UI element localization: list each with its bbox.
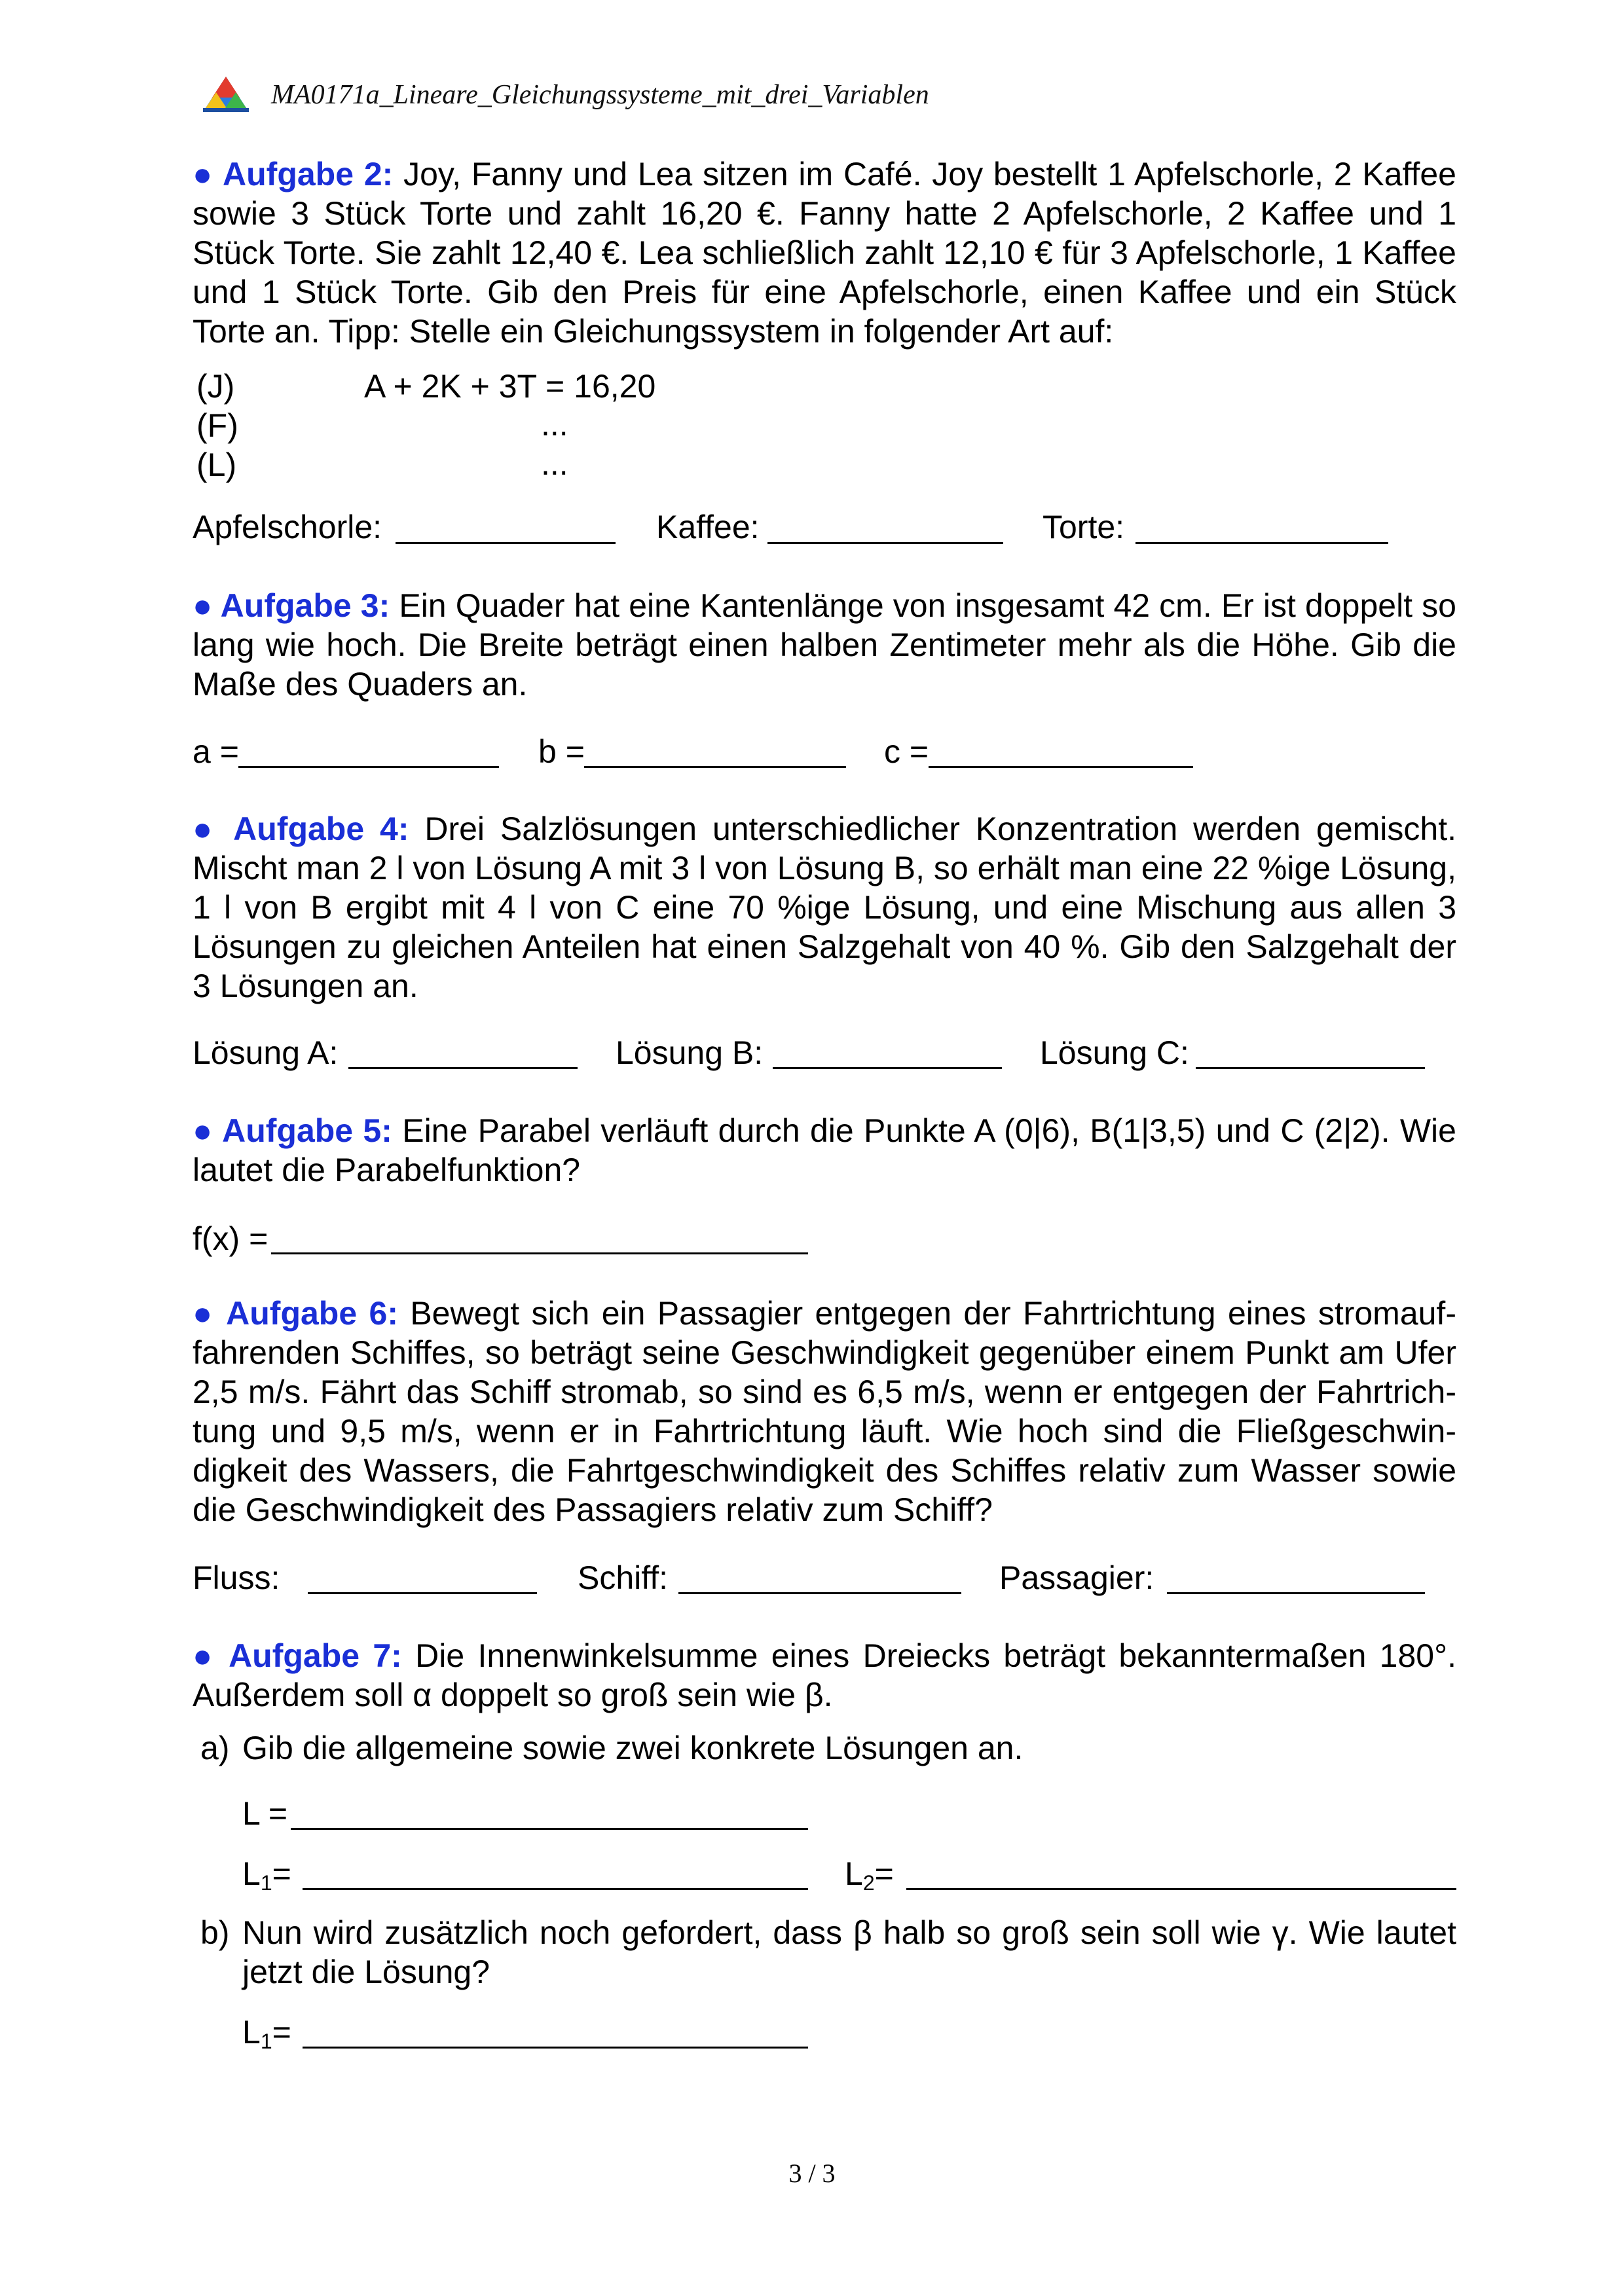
l1-b-subscript: 1 (260, 2030, 272, 2053)
page-number: 3 / 3 (788, 2159, 836, 2188)
l2-answer-line[interactable] (906, 1888, 1456, 1890)
header (200, 72, 929, 118)
schiff-label: Schiff: (578, 1559, 669, 1596)
l1-b-equals: = (272, 2014, 291, 2050)
aufgabe-6-text (193, 1294, 1456, 1529)
l1-answer-line[interactable] (303, 1888, 808, 1890)
aufgabe-4-label: ● Aufgabe 4: (193, 811, 409, 847)
l1-equals: = (272, 1855, 291, 1892)
part-a-label: a) (200, 1730, 230, 1766)
aufgabe-5-label: ● Aufgabe 5: (193, 1112, 392, 1149)
torte-label: Torte: (1043, 509, 1125, 545)
b-answer-line[interactable] (584, 766, 846, 768)
a-answer-line[interactable] (238, 766, 499, 768)
fluss-answer-line[interactable] (308, 1592, 537, 1594)
l1-base: L (242, 1855, 261, 1892)
loesung-b-answer-line[interactable] (773, 1067, 1002, 1069)
l-general-answer-line[interactable] (291, 1828, 808, 1830)
kaffee-answer-line[interactable] (767, 542, 1003, 544)
l1-label (242, 1854, 291, 1893)
aufgabe-7-body: Die Innenwinkelsumme eines Dreiecks beträgt bekanntermaßen 180°. Außerdem soll α doppelt so groß sein wie β. (193, 1637, 1456, 1713)
b-label: b = (538, 733, 585, 770)
equation-j-label: (J) (196, 368, 235, 405)
aufgabe-4-text (193, 809, 1456, 1006)
l2-subscript: 2 (862, 1871, 875, 1895)
fluss-label: Fluss: (193, 1559, 280, 1596)
loesung-c-label: Lösung C: (1040, 1034, 1189, 1071)
equation-l-label: (L) (196, 446, 237, 483)
c-answer-line[interactable] (929, 766, 1193, 768)
equation-j (196, 367, 234, 406)
equation-j-expression: A + 2K + 3T = 16,20 (364, 368, 656, 405)
l1-b-label (242, 2013, 291, 2052)
passagier-label: Passagier: (999, 1559, 1154, 1596)
a-label: a = (193, 733, 239, 770)
loesung-b-label: Lösung B: (616, 1034, 764, 1071)
equation-f-label: (F) (196, 407, 238, 444)
fx-label: f(x) = (193, 1220, 268, 1257)
apfelschorle-answer-line[interactable] (396, 542, 616, 544)
aufgabe-5-body: Eine Parabel verläuft durch die Punkte A (0|6), B(1|3,5) und C (2|2). Wie lautet die Parabelfunktion? (193, 1112, 1456, 1188)
apfelschorle-label: Apfelschorle: (193, 509, 382, 545)
aufgabe-3-body: Ein Quader hat eine Kantenlänge von insgesamt 42 cm. Er ist doppelt so lang wie hoch. Die Breite beträgt einen halben Zentimeter mehr als die Höhe. Gib die Maße des Quaders an. (193, 587, 1456, 702)
l1-subscript: 1 (260, 1871, 272, 1895)
colorful-pyramid-logo (200, 75, 251, 115)
equation-l-expression: ... (541, 445, 568, 482)
part-a-text: Gib die allgemeine sowie zwei konkrete Lösungen an. (242, 1730, 1024, 1766)
aufgabe-5-text (193, 1111, 1456, 1190)
aufgabe-7-label: ● Aufgabe 7: (193, 1637, 402, 1674)
fx-answer-line[interactable] (271, 1252, 808, 1254)
aufgabe-7-text (193, 1636, 1456, 1715)
loesung-c-answer-line[interactable] (1196, 1067, 1425, 1069)
document-title: MA0171a_Lineare_Gleichungssysteme_mit_drei_Variablen (271, 80, 929, 110)
aufgabe-2-text (193, 155, 1456, 351)
loesung-a-answer-line[interactable] (348, 1067, 578, 1069)
aufgabe-4-body: Drei Salzlösungen unterschiedlicher Konzentration werden gemischt. Mischt man 2 l von Lösung A mit 3 l von Lösung B, so erhält man eine 22 %ige Lösung, 1 l von B ergibt mit 4 l von C eine 70 %ige Lösung, und eine Mischung aus allen 3 Lösungen zu gleichen Anteilen hat einen Salzgehalt von 40 %. Gib den Salzgehalt der 3 Lösungen an. (193, 811, 1456, 1004)
torte-answer-line[interactable] (1135, 542, 1388, 544)
l-general-label: L = (242, 1795, 288, 1832)
aufgabe-3-text (193, 586, 1456, 704)
part-b-label: b) (200, 1914, 230, 1951)
aufgabe-6-label: ● Aufgabe 6: (193, 1295, 398, 1332)
aufgabe-3-label: ● Aufgabe 3: (193, 587, 390, 624)
l2-equals: = (874, 1855, 894, 1892)
schiff-answer-line[interactable] (678, 1592, 961, 1594)
aufgabe-6-body: Bewegt sich ein Passagier entgegen der Fahrtrichtung eines stromauffahrenden Schiffes, so beträgt seine Geschwindigkeit gegenüber einem Punkt am Ufer 2,5 m/s. Fährt das Schiff stromab, so sind es 6,5 m/s, wenn er entgegen der Fahrtrichtung und 9,5 m/s, wenn er in Fahrtrichtung läuft. Wie hoch sind die Fließgeschwindigkeit des Wassers, die Fahrtgeschwindigkeit des Schiffes relativ zum Wasser sowie die Geschwindigkeit des Passagiers relativ zum Schiff? (193, 1295, 1456, 1528)
l1-b-answer-line[interactable] (303, 2047, 808, 2049)
aufgabe-2-label: ● Aufgabe 2: (193, 156, 394, 192)
equation-f-expression: ... (541, 406, 568, 443)
l2-label (845, 1854, 894, 1893)
c-label: c = (884, 733, 929, 770)
l1-b-base: L (242, 2014, 261, 2050)
loesung-a-label: Lösung A: (193, 1034, 339, 1071)
part-b-text: Nun wird zusätzlich noch gefordert, dass β halb so groß sein soll wie γ. Wie lautet jetzt die Lösung? (242, 1914, 1456, 1990)
l2-base: L (845, 1855, 863, 1892)
aufgabe-2-body: Joy, Fanny und Lea sitzen im Café. Joy bestellt 1 Apfelschorle, 2 Kaffee sowie 3 Stück Torte und zahlt 16,20 €. Fanny hatte 2 Apfelschorle, 2 Kaffee und 1 Stück Torte. Sie zahlt 12,40 €. Lea schließlich zahlt 12,10 € für 3 Apfelschorle, 1 Kaffee und 1 Stück Torte. Gib den Preis für eine Apfelschorle, einen Kaffee und ein Stück Torte an. Tipp: Stelle ein Gleichungssystem in folgender Art auf: (193, 156, 1456, 350)
passagier-answer-line[interactable] (1167, 1592, 1425, 1594)
kaffee-label: Kaffee: (656, 509, 760, 545)
